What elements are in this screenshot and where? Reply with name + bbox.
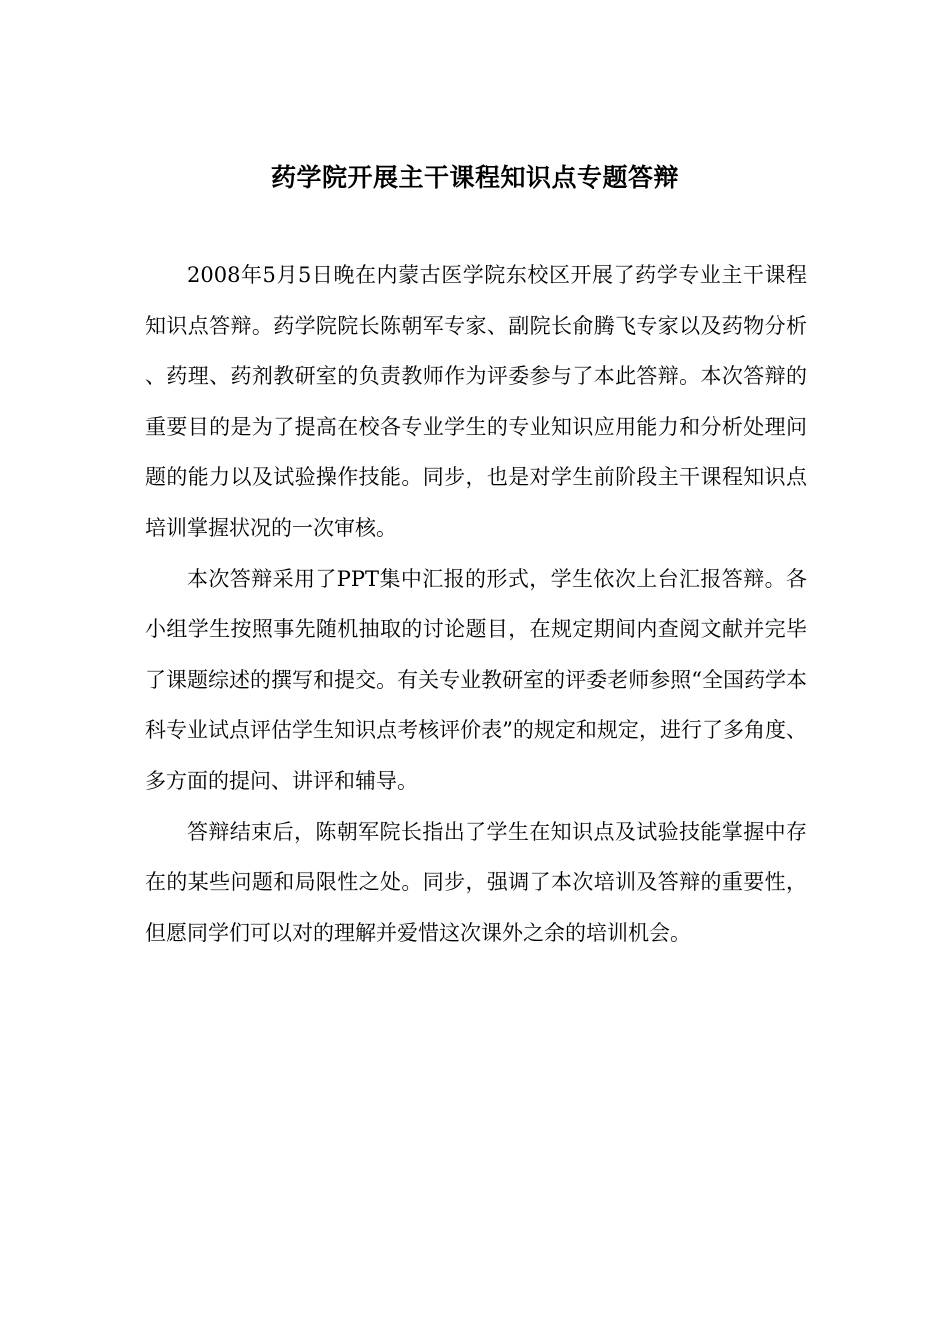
document-title: 药学院开展主干课程知识点专题答辩 (270, 163, 679, 192)
paragraph-1: 2008年5月5日晚在内蒙古医学院东校区开展了药学专业主干课程知识点答辩。药学院院长陈朝军专家、副院长俞腾飞专家以及药物分析、药理、药剂教研室的负责教师作为评委参与了本此答辩。本次答辩的重要目的是为了提高在校各专业学生的专业知识应用能力和分析处理问题的能力以及试验操作技能。同步，也是对学生前阶段主干课程知识点培训掌握状况的一次审核。 (145, 263, 807, 540)
paragraph-2: 本次答辩采用了PPT集中汇报的形式，学生依次上台汇报答辩。各小组学生按照事先随机抽取的讨论题目，在规定期间内查阅文献并完毕了课题综述的撰写和提交。有关专业教研室的评委老师参照“全国药学本科专业试点评估学生知识点考核评价表”的规定和规定，进行了多角度、多方面的提问、讲评和辅导。 (145, 566, 807, 793)
paragraph-3: 答辩结束后，陈朝军院长指出了学生在知识点及试验技能掌握中存在的某些问题和局限性之处。同步，强调了本次培训及答辩的重要性，但愿同学们可以对的理解并爱惜这次课外之余的培训机会。 (145, 819, 807, 945)
document-body (145, 250, 807, 958)
